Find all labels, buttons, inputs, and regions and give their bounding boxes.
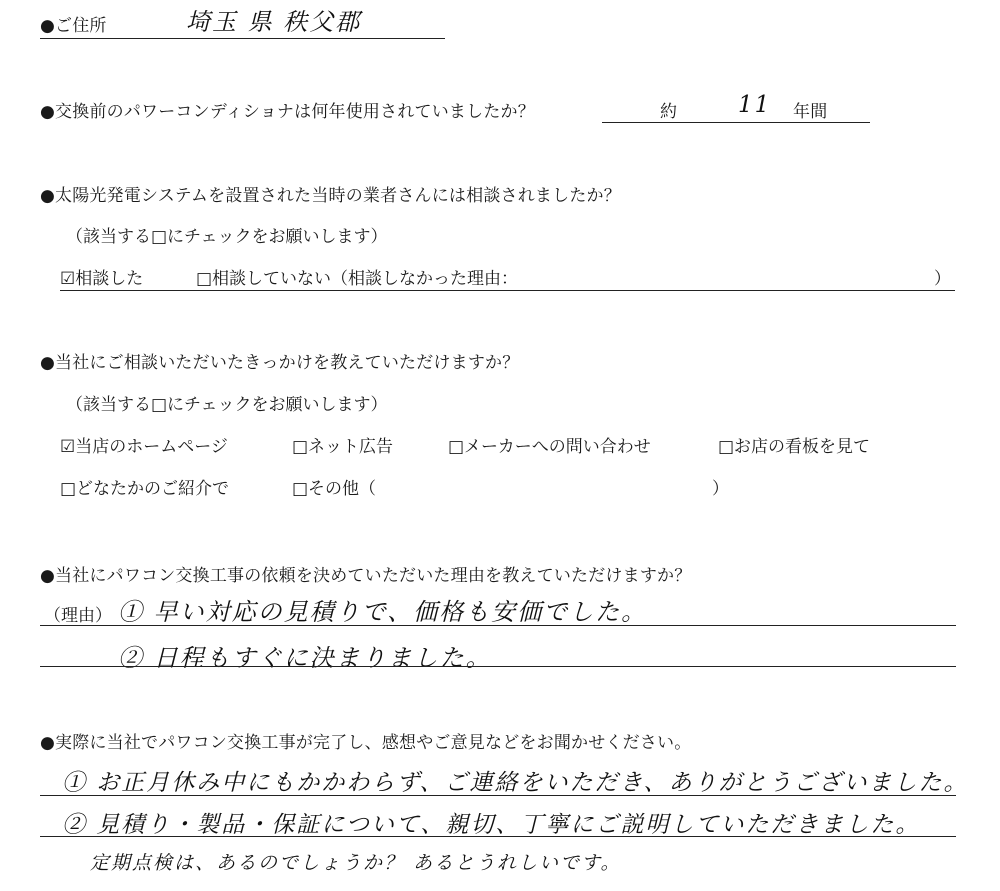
q2-question: ●太陽光発電システムを設置された当時の業者さんには相談されましたか？ [40, 186, 621, 206]
q5-question: ●実際に当社でパワコン交換工事が完了し、感想やご意見などをお聞かせください。 [40, 733, 692, 753]
q2-note: （該当する□にチェックをお願いします） [66, 227, 388, 247]
q5-answer-2: ② 見積り・製品・保証について、親切、丁寧にご説明していただきました。 [62, 812, 921, 838]
q2-close-paren: ） [934, 269, 951, 289]
q1-question: ●交換前のパワーコンディショナは何年使用されていましたか？ [40, 102, 535, 122]
q5-answer-3: 定期点検は、あるのでしょうか？ あるとうれしいです。 [90, 852, 622, 874]
q5-line-1 [40, 795, 956, 796]
q4-reason-label: （理由） [44, 606, 112, 626]
q4-line-2 [40, 666, 956, 667]
q4-answer-1: ① 早い対応の見積りで、価格も安価でした。 [118, 598, 648, 626]
q3-close-paren: ） [712, 479, 729, 499]
q5-line-2 [40, 836, 956, 837]
q3-option-maker[interactable]: □メーカーへの問い合わせ [448, 437, 651, 457]
q3-option-referral[interactable]: □どなたかのご紹介で [60, 479, 230, 499]
q2-option-not-consulted[interactable]: □相談していない（相談しなかった理由： [196, 269, 519, 289]
q1-years-handwritten: 11 [738, 92, 772, 118]
q5-answer-1: ① お正月休み中にもかかわらず、ご連絡をいただき、ありがとうございました。 [62, 770, 969, 796]
q4-line-1 [40, 625, 956, 626]
q3-question: ●当社にご相談いただいたきっかけを教えていただけますか？ [40, 353, 520, 373]
q1-suffix: 年間 [793, 102, 828, 122]
q4-answer-2: ② 日程もすぐに決まりました。 [118, 644, 492, 672]
q3-note: （該当する□にチェックをお願いします） [66, 395, 388, 415]
q1-prefix: 約 [660, 102, 678, 122]
q2-option-consulted[interactable]: ☑相談した [60, 269, 144, 289]
address-handwritten: 埼玉 県 秩父郡 [186, 8, 362, 36]
q3-option-homepage[interactable]: ☑当店のホームページ [60, 437, 228, 457]
q1-underline [602, 122, 870, 123]
q3-option-net-ad[interactable]: □ネット広告 [292, 437, 394, 457]
q3-option-signboard[interactable]: □お店の看板を見て [718, 437, 871, 457]
address-label: ●ご住所 [40, 16, 107, 36]
q3-option-other[interactable]: □その他（ [292, 479, 377, 499]
q2-underline [60, 290, 955, 291]
q4-question: ●当社にパワコン交換工事の依頼を決めていただいた理由を教えていただけますか？ [40, 566, 692, 586]
address-underline [40, 38, 445, 39]
